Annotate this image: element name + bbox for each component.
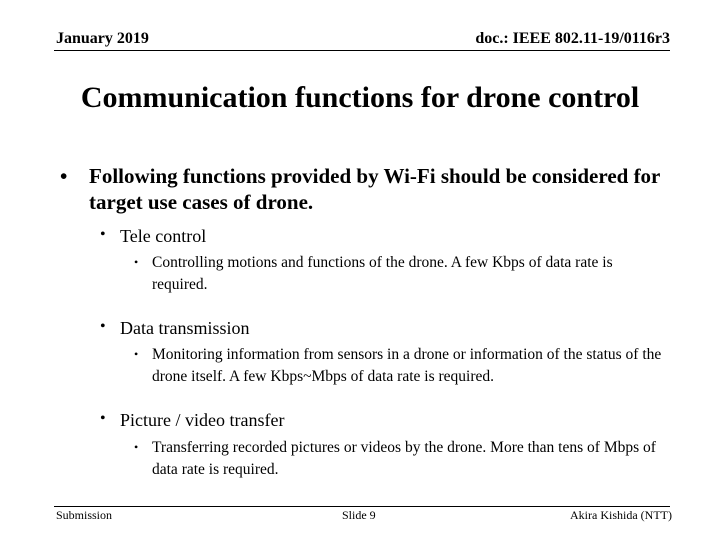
bullet-intro xyxy=(60,163,660,215)
bullet-data-transmission xyxy=(100,317,660,339)
bullet-label: Picture / video transfer xyxy=(120,410,285,430)
footer-author: Akira Kishida (NTT) xyxy=(570,508,672,522)
bullet-icon: • xyxy=(134,347,139,361)
sub-bullet-text: Transferring recorded pictures or videos by the drone. More than tens of Mbps of data rate is required. xyxy=(152,439,656,478)
sub-bullet-data-transmission xyxy=(134,344,664,388)
header-doc-id: doc.: IEEE 802.11-19/0116r3 xyxy=(475,30,670,47)
sub-bullet-picture-video-transfer xyxy=(134,437,664,481)
bullet-icon: • xyxy=(134,440,139,454)
sub-bullet-text: Controlling motions and functions of the drone. A few Kbps of data rate is required. xyxy=(152,254,613,293)
header-divider xyxy=(54,50,670,51)
sub-bullet-tele-control xyxy=(134,252,664,296)
bullet-intro-text: Following functions provided by Wi-Fi should be considered for target use cases of drone. xyxy=(89,164,660,214)
footer-submission: Submission xyxy=(56,508,113,522)
header-date: January 2019 xyxy=(56,30,149,47)
bullet-label: Data transmission xyxy=(120,318,250,338)
footer-slide-number: Slide 9 xyxy=(342,508,376,522)
bullet-picture-video-transfer xyxy=(100,409,660,431)
bullet-icon: • xyxy=(100,318,106,335)
bullet-icon: • xyxy=(60,164,68,188)
bullet-label: Tele control xyxy=(120,226,207,246)
sub-bullet-text: Monitoring information from sensors in a drone or information of the status of the drone itself. A few Kbps~Mbps of data rate is required. xyxy=(152,346,662,385)
footer-divider xyxy=(54,506,670,507)
bullet-icon: • xyxy=(134,255,139,269)
slide-title: Communication functions for drone control xyxy=(80,81,640,114)
bullet-icon: • xyxy=(100,410,106,427)
bullet-icon: • xyxy=(100,226,106,243)
bullet-tele-control xyxy=(100,225,660,247)
